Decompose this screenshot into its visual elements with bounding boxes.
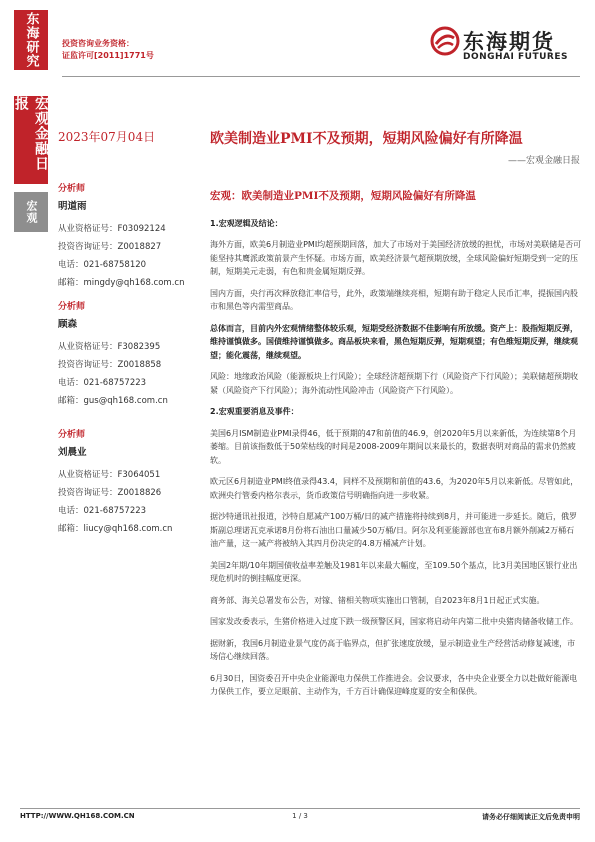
analyst-email[interactable]: 邮箱：gus@qh168.com.cn bbox=[58, 396, 168, 406]
analyst-name: 明道雨 bbox=[58, 201, 87, 212]
analyst-email[interactable]: 邮箱：liucy@qh168.com.cn bbox=[58, 524, 173, 534]
analyst-consult: 投资咨询证号：Z0018826 bbox=[58, 488, 162, 498]
analyst-heading: 分析师 bbox=[58, 184, 86, 194]
paragraph: 海外方面，欧美6月制造业PMI均超预期回落，加大了市场对于美国经济放缓的担忧，市场对美联储是否可能坚持其鹰派政策前景产生怀疑。市场方面，欧美经济景气超预期放缓，全球风险偏好短期受到一定的压制，短期美元走弱，有色和贵金属短期反弹。 bbox=[210, 240, 582, 276]
paragraph-summary: 总体而言，目前内外宏观情绪整体较乐观，短期受经济数据不佳影响有所放缓。资产上：股指短期反弹，维持谨慎做多。国债维持谨慎做多。商品板块来看，黑色短期反弹，短期观望；有色维短期反弹，继续观望；能化震荡，继续观望。 bbox=[210, 323, 578, 360]
analyst-phone: 电话：021-68757223 bbox=[58, 378, 147, 388]
subheading-events: 2.宏观重要消息及事件： bbox=[210, 407, 299, 416]
analyst-card bbox=[58, 428, 198, 538]
analyst-consult: 投资咨询证号：Z0018827 bbox=[58, 242, 162, 252]
paragraph: 据沙特通讯社报道，沙特自愿减产100万桶/日的减产措施将持续到8月，并可能进一步延长。随后，俄罗斯副总理诺瓦克承诺8月份将石油出口量减少50万桶/日。阿尔及利亚能源部也宣布8月额外削减2万桶石油产量，这一减产将被纳入其四月份决定的4.8万桶减产计划。 bbox=[210, 512, 578, 548]
analyst-cert: 从业资格证号：F03092124 bbox=[58, 224, 166, 234]
page-number: 1 / 3 bbox=[292, 812, 308, 820]
subheading-logic: 1.宏观逻辑及结论： bbox=[210, 218, 283, 228]
qualification bbox=[62, 38, 154, 62]
analyst-email[interactable]: 邮箱：mingdy@qh168.com.cn bbox=[58, 278, 185, 288]
paragraph: 美国6月ISM制造业PMI录得46，低于预期的47和前值的46.9，创2020年5月以来新低，为连续第8个月萎缩。目前该指数低于50荣枯线的时间是2008-2009年期间以来最长的，数据表明对商品的需求仍然疲软。 bbox=[210, 428, 577, 465]
sidebar-brand: 东海研究 bbox=[14, 10, 48, 70]
analyst-column bbox=[58, 182, 198, 538]
paragraph: 商务部、海关总署发布公告，对镓、锗相关物项实施出口管制，自2023年8月1日起正式实施。 bbox=[210, 595, 545, 605]
company-logo bbox=[430, 22, 580, 70]
paragraph: 6月30日，国资委召开中央企业能源电力保供工作推进会。会议要求，各中央企业要全力以赴做好能源电力保供工作，要立足眼前、主动作为，千方百计确保迎峰度夏的安全和保供。 bbox=[210, 673, 578, 696]
qualification-line2: 证监许可[2011]1771号 bbox=[62, 51, 154, 60]
analyst-heading: 分析师 bbox=[58, 302, 86, 312]
sidebar-report-type: 宏观金融日报 bbox=[14, 96, 48, 184]
paragraph: 美国2年期/10年期国债收益率差触及1981年以来最大幅度，至109.50个基点，比3月美国地区银行业出现危机时的倒挂幅度更深。 bbox=[210, 560, 578, 583]
paragraph: 国内方面，央行再次释放稳汇率信号，此外，政策端继续亮相，短期有助于稳定人民币汇率，提振国内股市和黑色等内需型商品。 bbox=[210, 288, 578, 311]
paragraph: 据财新，我国6月制造业景气度仍高于临界点，但扩张速度放缓，显示制造业生产经营活动修复减速，市场信心继续回落。 bbox=[210, 638, 576, 661]
report-date: 2023年07月04日 bbox=[58, 130, 156, 144]
sidebar-section: 宏观 bbox=[14, 192, 48, 232]
donghai-emblem-icon bbox=[430, 26, 460, 56]
footer-url[interactable]: HTTP://WWW.QH168.COM.CN bbox=[20, 812, 135, 820]
analyst-consult: 投资咨询证号：Z0018858 bbox=[58, 360, 162, 370]
analyst-heading: 分析师 bbox=[58, 430, 86, 440]
analyst-cert: 从业资格证号：F3064051 bbox=[58, 470, 161, 480]
paragraph: 欧元区6月制造业PMI终值录得43.4，同样不及预期和前值的43.6，为2020年5月以来新低。尽管如此，欧洲央行管委内格尔表示，货币政策信号明确指向进一步收紧。 bbox=[210, 477, 579, 500]
qualification-line1: 投资咨询业务资格： bbox=[62, 39, 134, 48]
header-divider bbox=[62, 76, 580, 77]
analyst-card bbox=[58, 182, 198, 292]
footer-divider bbox=[20, 808, 580, 809]
analyst-phone: 电话：021-68757223 bbox=[58, 506, 147, 516]
report-subtitle: ——宏观金融日报 bbox=[507, 156, 580, 166]
paragraph: 国家发改委表示，生猪价格进入过度下跌一级预警区间，国家将启动年内第二批中央猪肉储备收储工作。 bbox=[210, 617, 578, 626]
analyst-name: 顾森 bbox=[58, 319, 78, 330]
section-title: 宏观：欧美制造业PMI不及预期，短期风险偏好有所降温 bbox=[210, 190, 476, 202]
sidebar bbox=[14, 0, 48, 842]
logo-en: DONGHAI FUTURES bbox=[463, 52, 568, 62]
logo-cn: 东海期货 bbox=[463, 29, 555, 54]
analyst-card bbox=[58, 300, 198, 410]
report-body bbox=[210, 190, 582, 707]
paragraph-risk: 风险：地缘政治风险（能源板块上行风险）；全球经济超预期下行（风险资产下行风险）；美联储超预期收紧（风险资产下行风险）；海外流动性风险冲击（风险资产下行风险）。 bbox=[210, 372, 578, 395]
footer-disclaimer: 请务必仔细阅读正文后免责申明 bbox=[482, 813, 580, 821]
analyst-phone: 电话：021-68758120 bbox=[58, 260, 147, 270]
report-title: 欧美制造业PMI不及预期，短期风险偏好有所降温 bbox=[210, 131, 523, 147]
analyst-cert: 从业资格证号：F3082395 bbox=[58, 342, 161, 352]
analyst-name: 刘晨业 bbox=[58, 447, 87, 458]
